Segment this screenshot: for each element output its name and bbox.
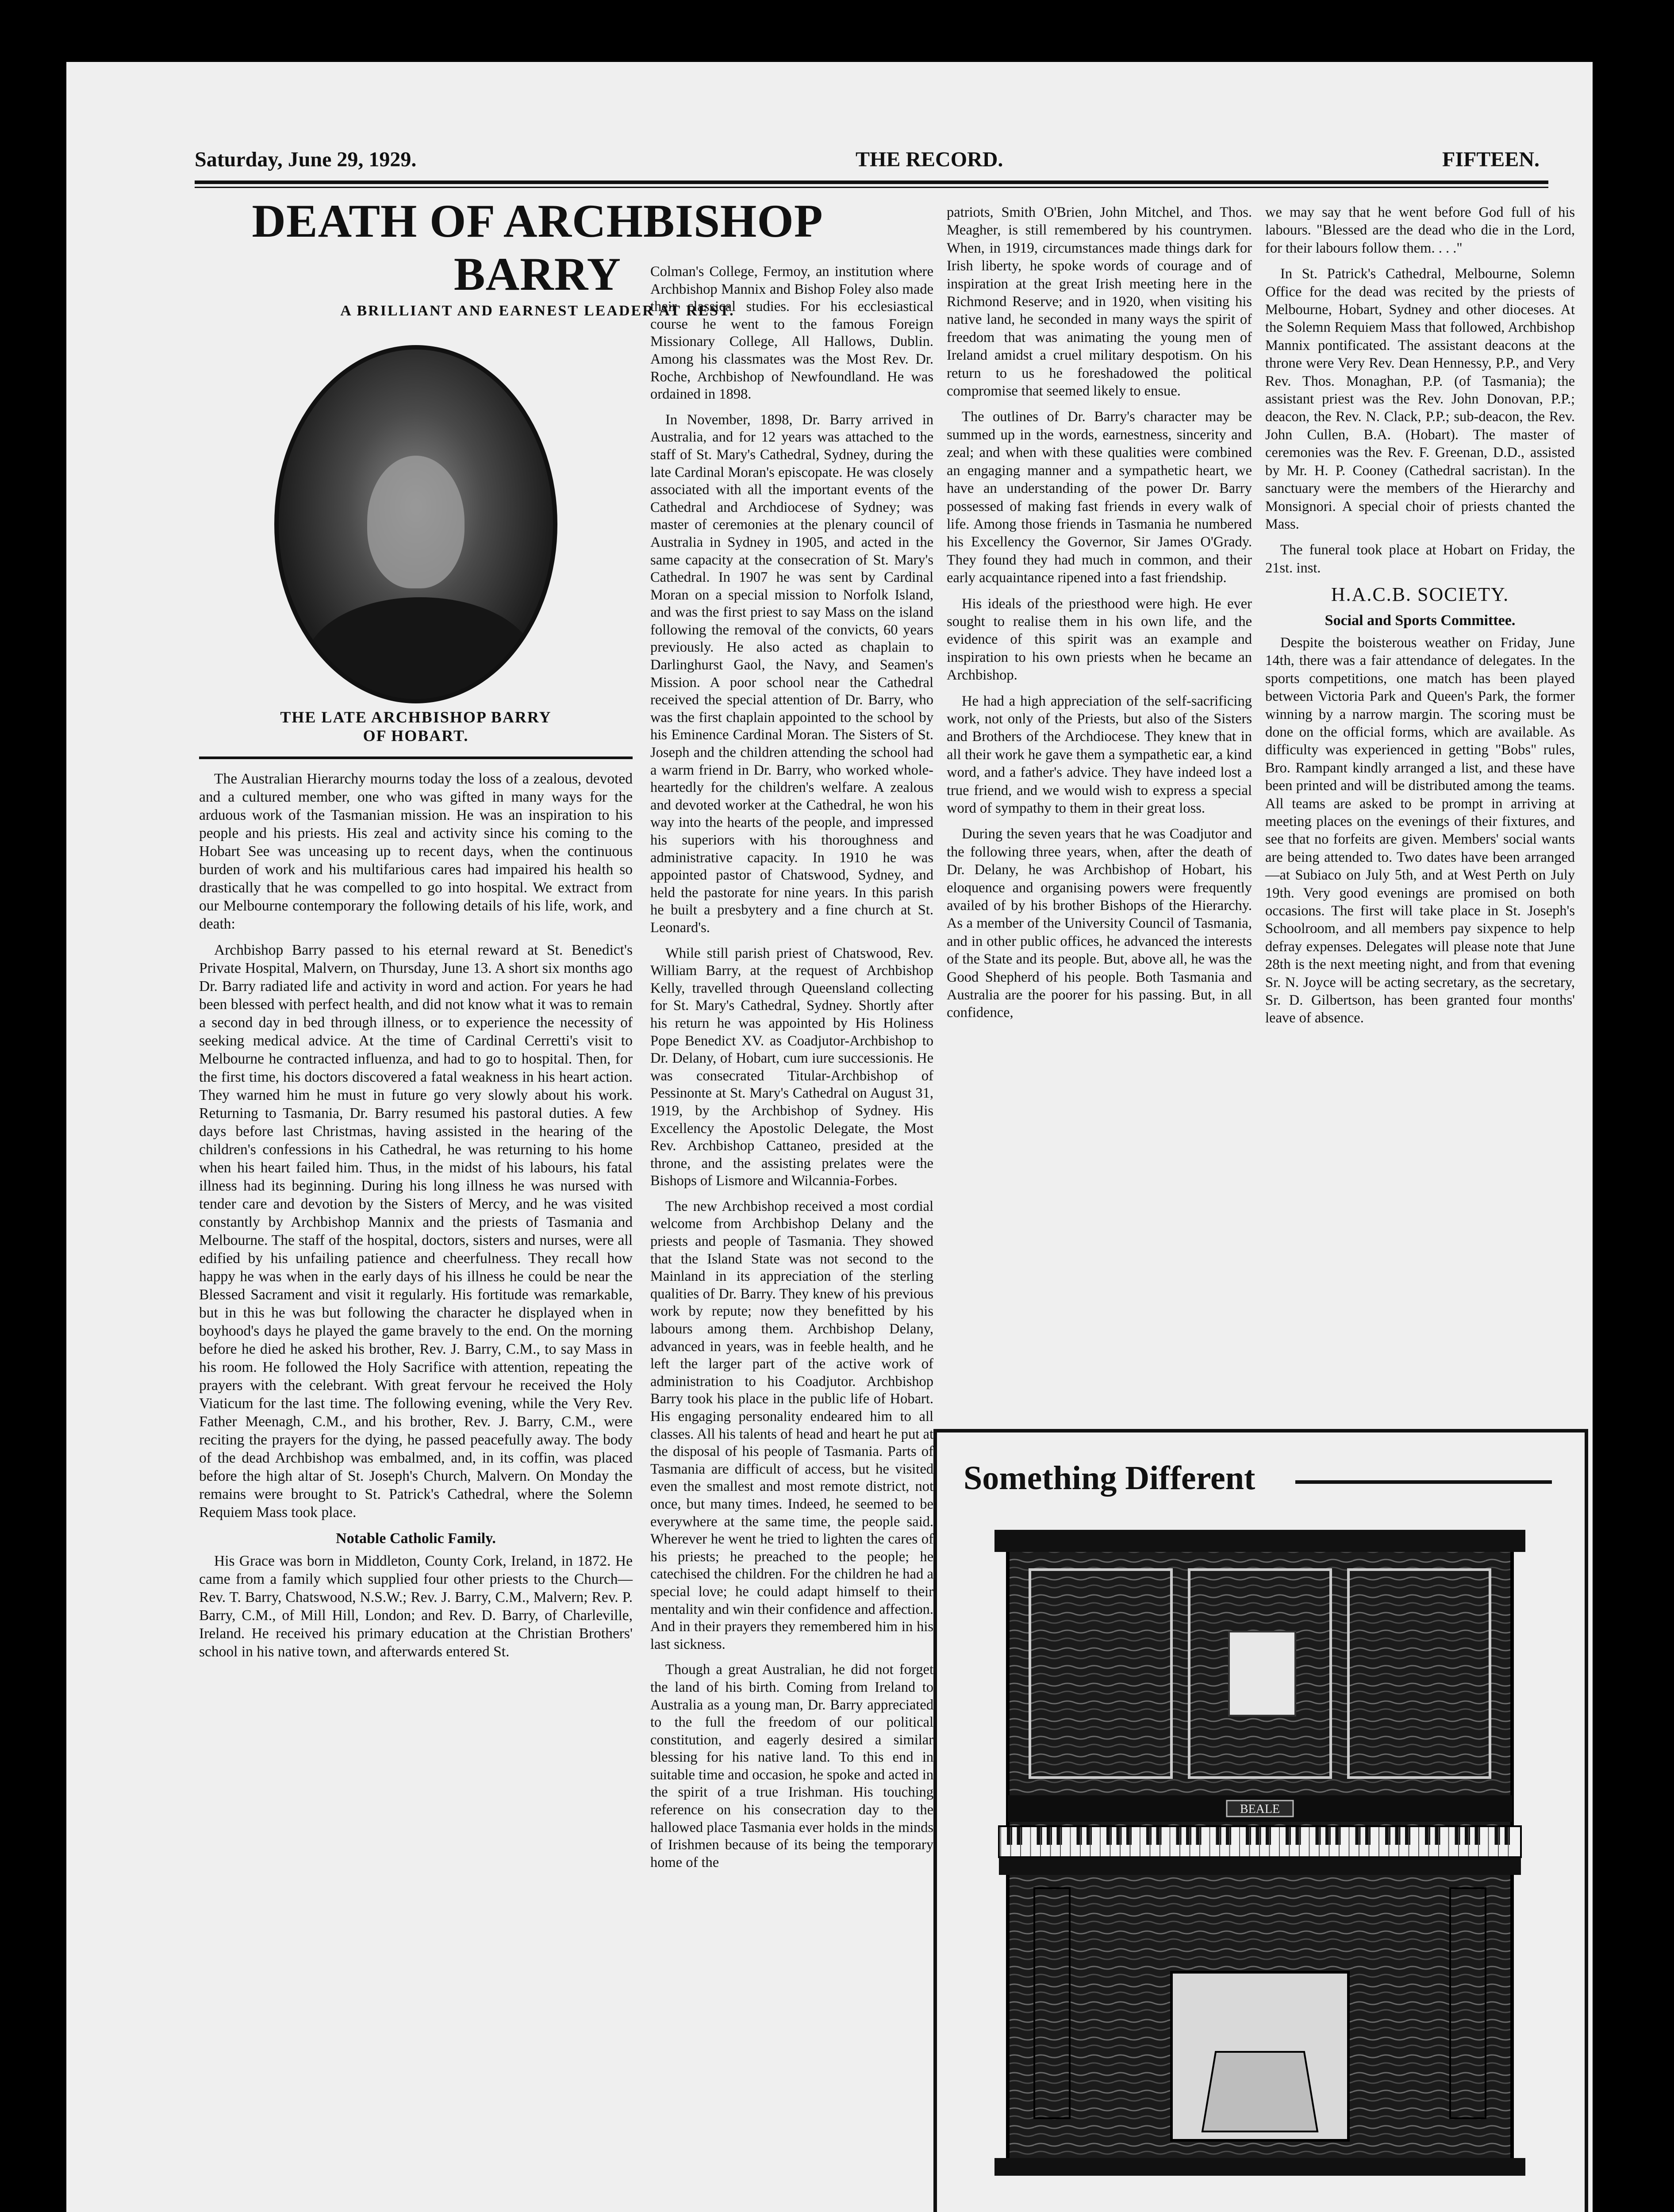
subheading: Notable Catholic Family. [336, 1530, 496, 1547]
paragraph: Colman's College, Fermoy, an institution where Archbishop Mannix and Bishop Foley also made their classical studies. For his ecclesiastical course he went to the famous Foreign Missionary College, All Hallows, Dublin. Among his classmates was the Most Rev. Dr. Roche, Archbishop of Newfoundland. He was ordained in 1898. [650, 264, 933, 403]
article-subtitle: A BRILLIANT AND EARNEST LEADER AT REST. [340, 303, 735, 319]
paragraph: His ideals of the priesthood were high. He ever sought to realise them in his own life, and the evidence of this spirit was an example and inspiration to his own priests when he became an Archbishop. [947, 595, 1252, 684]
society-title: H.A.C.B. SOCIETY. [1331, 584, 1509, 606]
piano-illustration [981, 1521, 1539, 2198]
portrait-caption [199, 708, 633, 745]
page-number: FIFTEEN. [1442, 147, 1540, 171]
header-rule [195, 180, 1548, 184]
newspaper-page [66, 62, 1593, 2212]
caption-divider [199, 757, 633, 759]
paragraph: The new Archbishop received a most cordial welcome from Archbishop Delany and the priests and people of Tasmania. They showed that the Island State was not second to the Mainland in its appreciation of the sterling qualities of Dr. Barry. They knew of his previous work by repute; now they benefitted by his labours among them. Archbishop Delany, advanced in years, was in feeble health, and he left the larger part of the active work of administration to his Coadjutor. Archbishop Barry took his place in the public life of Hobart. His engaging personality endeared him to all classes. All his talents of head and heart he put at the disposal of his people of Tasmania. Parts of Tasmania are difficult of access, but he visited even the smallest and most remote district, not once, but many times. Indeed, he seemed to be everywhere at the same time, the people said. Wherever he went he tried to lighten the cares of his priests; he preached to the people; he catechised the children. For the children he had a special love; he could adapt himself to their mentality and win their confidence and affection. And in their prayers they remembered him in his last sickness. [650, 1198, 933, 1652]
article-column-4 [1265, 204, 1575, 1035]
society-subtitle: Social and Sports Committee. [1325, 612, 1516, 629]
caption-line-2: OF HOBART. [363, 727, 469, 745]
piano-advertisement [933, 1429, 1588, 2212]
portrait-photo [274, 345, 557, 703]
article-title: DEATH OF ARCHBISHOP BARRY [252, 195, 823, 300]
header-rule-thin [195, 187, 1548, 188]
paragraph: Though a great Australian, he did not forget the land of his birth. Coming from Ireland to Australia as a young man, Dr. Barry appreciated to the full the freedom of our political constitution, and eagerly desired a similar blessing for his native land. To this end in suitable time and occasion, he spoke and acted in the spirit of a true Irishman. His touching reference on his consecration day to the hallowed place Tasmania ever holds in the minds of Irishmen because of its being the temporary home of the [650, 1662, 933, 1870]
piano-brand-label: BEALE [1240, 1802, 1280, 1816]
paragraph: In St. Patrick's Cathedral, Melbourne, Solemn Office for the dead was recited by the priests of Melbourne, Hobart, Sydney and other dioceses. At the Solemn Requiem Mass that followed, Archbishop Mannix pontificated. The assistant deacons at the throne were Very Rev. Dean Hennessy, P.P., and Very Rev. Thos. Monaghan, P.P. (of Tasmania); the assistant priest was the Rev. John Donovan, P.P.; deacon, the Rev. N. Clack, P.P.; sub-deacon, the Rev. John Cullen, B.A. (Hobart). The master of ceremonies was the Rev. F. Greenan, D.D., assisted by Mr. H. P. Cooney (Cathedral sacristan). In the sanctuary were the members of the Hierarchy and Monsignori. A special choir of priests chanted the Mass. [1265, 266, 1575, 532]
paragraph: Archbishop Barry passed to his eternal reward at St. Benedict's Private Hospital, Malvern, on Thursday, June 13. A short six months ago Dr. Barry radiated life and activity in word and action. For years he had been blessed with perfect health, and did not know what it was to remain a second day in bed through illness, or to experience the necessity of seeking medical advice. At the time of Cardinal Cerretti's visit to Melbourne he contracted influenza, and had to go to hospital. Then, for the first time, his doctors discovered a fatal weakness in his heart action. They warned him he must in future go very slowly about his work. Returning to Tasmania, Dr. Barry resumed his pastoral duties. A few days before last Christmas, having assisted in the hearing of the children's confessions in his Cathedral, he was returning to his home when his heart failed him. Thus, in the midst of his labours, his fatal illness had its beginning. During his long illness he was nursed with tender care and devotion by the Sisters of Mercy, and he was visited constantly by Archbishop Mannix and the priests of Tasmania and Melbourne. The staff of the hospital, doctors, sisters and nurses, were all edified by his unfailing patience and cheerfulness. They recall how happy he was when in the early days of his illness he could be near the Blessed Sacrament and visit it regularly. His fortitude was remarkable, but in this he was but following the character he displayed when in boyhood's days he played the game bravely to the end. On the morning before he died he asked his brother, Rev. J. Barry, C.M., to say Mass in his room. He followed the Holy Sacrifice with attention, repeating the prayers with the celebrant. With great fervour he received the Holy Viaticum for the last time. The following evening, while the Very Rev. Father Meenagh, C.M., and his brother, Rev. J. Barry, C.M., were reciting the prayers for the dying, he passed peacefully away. The body of the dead Archbishop was embalmed, and, in its coffin, was placed before the high altar of St. Joseph's Church, Malvern. On Monday the remains were brought to St. Patrick's Cathedral, where the Solemn Requiem Mass took place. [199, 942, 633, 1521]
newspaper-name: THE RECORD. [856, 147, 1003, 171]
archbishop-portrait [274, 345, 557, 703]
caption-line-1: THE LATE ARCHBISHOP BARRY [280, 708, 552, 726]
paragraph: The outlines of Dr. Barry's character may be summed up in the words, earnestness, sincerity and zeal; and when with these qualities were combined an engaging manner and a sympathetic heart, we have an understanding of the power Dr. Barry possessed of making fast friends in every walk of life. Among those friends in Tasmania he numbered his Excellency the Governor, Sir James O'Grady. They found they had much in common, and their early acquaintance ripened into a fast friendship. [947, 409, 1252, 586]
issue-date: Saturday, June 29, 1929. [195, 147, 417, 171]
paragraph: we may say that he went before God full of his labours. "Blessed are the dead who die in the Lord, for their labours follow them. . . ." [1265, 204, 1575, 256]
paragraph: While still parish priest of Chatswood, Rev. William Barry, at the request of Archbishop Kelly, travelled through Queensland collecting for St. Mary's Cathedral, Sydney. Shortly after his return he was appointed by His Holiness Pope Benedict XV. as Coadjutor-Archbishop to Dr. Delany, of Hobart, cum iure successionis. He was consecrated Titular-Archbishop of Pessinonte at St. Mary's Cathedral on August 31, 1919, by the Archbishop of Sydney. His Excellency the Apostolic Delegate, the Most Rev. Archbishop Cattaneo, presided at the throne, and the assisting prelates were the Bishops of Lismore and Wilcannia-Forbes. [650, 945, 933, 1189]
paragraph: The funeral took place at Hobart on Friday, the 21st. inst. [1265, 542, 1575, 576]
paragraph: patriots, Smith O'Brien, John Mitchel, and Thos. Meagher, is still remembered by his countrymen. When, in 1919, circumstances made things dark for Irish liberty, he spoke words of courage and of inspiration at the great Irish meeting here in the Richmond Reserve; and in 1920, when visiting his native land, he seconded in many ways the spirit of freedom that was animating the young men of Ireland amidst a cruel military despotism. On his return to us he foreshadowed the political compromise that seemed likely to ensue. [947, 204, 1252, 399]
ad-headline: Something Different [964, 1459, 1256, 1497]
article-column-1 [199, 770, 633, 1669]
paragraph: His Grace was born in Middleton, County Cork, Ireland, in 1872. He came from a family which supplied four other priests to the Church—Rev. T. Barry, Chatswood, N.S.W.; Rev. J. Barry, C.M., Malvern; Rev. P. Barry, C.M., of Mill Hill, London; and Rev. D. Barry, of Charleville, Ireland. He received his primary education at the Christian Brothers' school in his native town, and afterwards entered St. [199, 1553, 633, 1660]
article-column-3 [947, 204, 1252, 1030]
paragraph: The Australian Hierarchy mourns today the loss of a zealous, devoted and a cultured member, one who was gifted in many ways for the arduous work of the Tasmanian mission. He was an inspiration to his people and his priests. His zeal and activity since his coming to the Hobart See was unceasing up to recent days, when the continuous burden of work and his multifarious cares had impaired his health so drastically that he was compelled to go into hospital. We extract from our Melbourne contemporary the following details of his life, work, and death: [199, 771, 633, 932]
page-header [195, 142, 1540, 177]
paragraph: In November, 1898, Dr. Barry arrived in Australia, and for 12 years was attached to the staff of St. Mary's Cathedral, Sydney, during the late Cardinal Moran's episcopate. He was closely associated with all the important events of the Cathedral and Archdiocese of Sydney; was master of ceremonies at the plenary council of Australia in Sydney in 1905, and acted in the same capacity at the consecration of St. Mary's Cathedral. In 1907 he was sent by Cardinal Moran on a special mission to Norfolk Island, and was the first priest to say Mass on the island following the removal of the convicts, 60 years previously. He also acted as chaplain to Darlinghurst Gaol, the Navy, and Seamen's Mission. A poor school near the Cathedral received the special attention of Dr. Barry, who was the first chaplain appointed to the school by his Eminence Cardinal Moran. The Sisters of St. Joseph and the children attending the school had a warm friend in Dr. Barry, who worked whole-heartedly for the children's welfare. A zealous and devoted worker at the Cathedral, he won his way into the hearts of the people, and impressed his superiors with his thoroughness and administrative capacity. In 1910 he was appointed pastor of Chatswood, Sydney, and held the pastorate for nine years. In this parish he built a presbytery and a fine church at St. Leonard's. [650, 411, 933, 936]
paragraph: He had a high appreciation of the self-sacrificing work, not only of the Priests, but also of the Sisters and Brothers of the Archdiocese. They knew that in all their work he gave them a sympathetic ear, a kind word, and a father's advice. They have indeed lost a true friend, and we would wish to express a special word of sympathy to them in their great loss. [947, 693, 1252, 816]
article-column-2 [650, 263, 933, 1879]
society-body: Despite the boisterous weather on Friday, June 14th, there was a fair attendance of delegates. In the sports competitions, one match has been played between Victoria Park and Queen's Park, the former winning by a narrow margin. The scoring must be done on the official forms, which are available. As difficulty was experienced in getting "Bobs" rules, Bro. Rampant kindly arranged a list, and these have been printed and will be distributed among the teams. All teams are asked to be prompt in arriving at meeting places on the evenings of their fixtures, and see that no forfeits are given. Members' social wants are being attended to. Two dates have been arranged—at Subiaco on July 5th, and at West Perth on July 19th. Very good evenings are promised on both occasions. The first will take place in St. Joseph's Schoolroom, and all members pay sixpence to help defray expenses. Delegates will please note that June 28th is the next meeting night, and from that evening Sr. N. Joyce will be acting secretary, as the secretary, Sr. D. Gilbertson, has been granted four months' leave of absence. [1265, 634, 1575, 1026]
ad-headline-rule [1295, 1480, 1552, 1484]
paragraph: During the seven years that he was Coadjutor and the following three years, when, after the death of Dr. Delany, he was Archbishop of Hobart, his eloquence and organising powers were frequently availed of by his brother Bishops of the Hierarchy. As a member of the University Council of Tasmania, and in other public offices, he advanced the interests of the State and its people. But, above all, he was the Good Shepherd of his people. Both Tasmania and Australia are the poorer for his passing. But, in all confidence, [947, 826, 1252, 1021]
